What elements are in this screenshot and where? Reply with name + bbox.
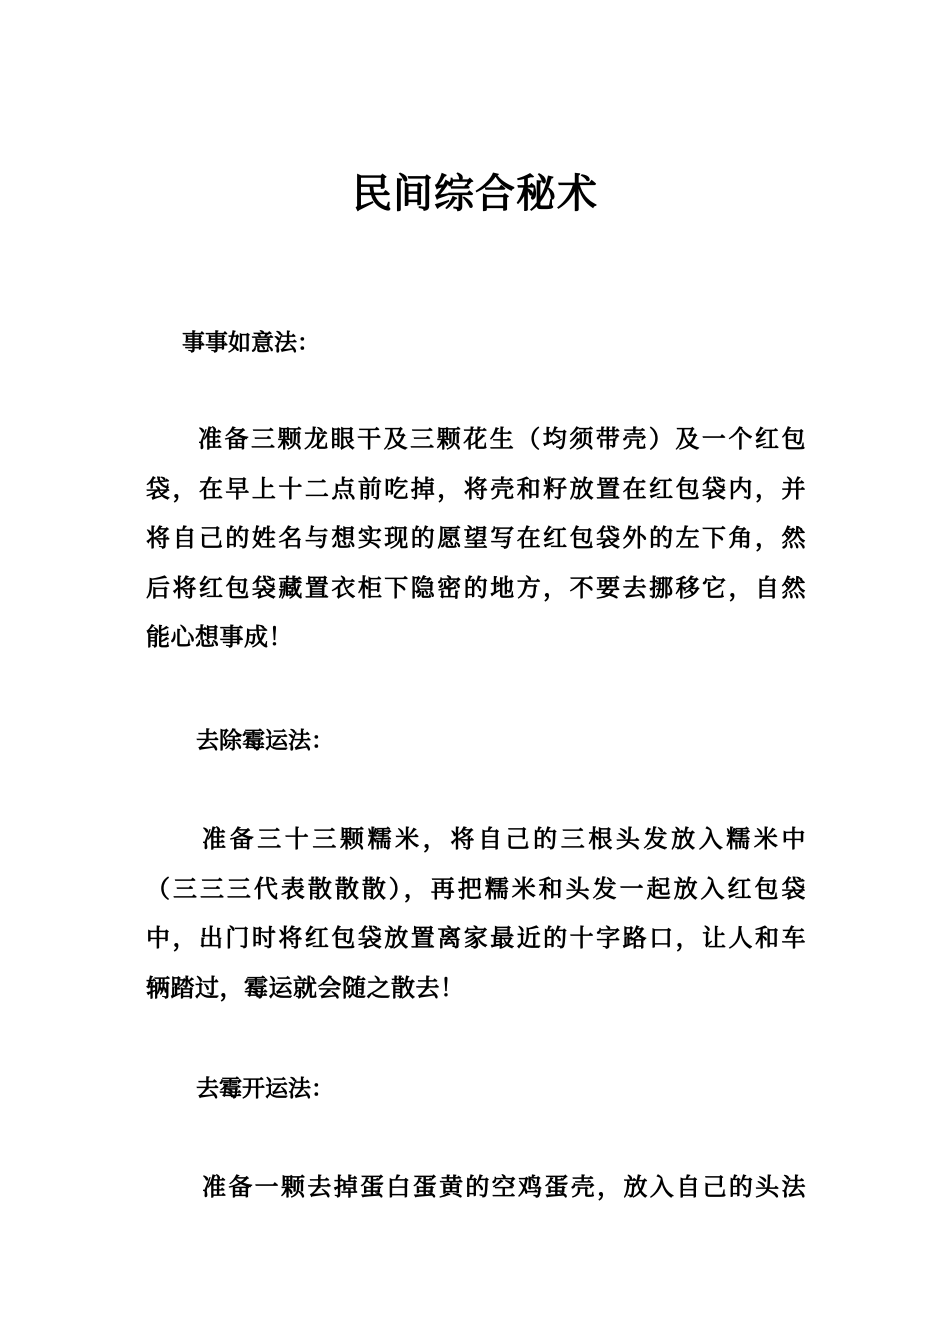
- paragraph-line: 准备一颗去掉蛋白蛋黄的空鸡蛋壳，放入自己的头法: [202, 1172, 806, 1201]
- paragraph-line: 将自己的姓名与想实现的愿望写在红包袋外的左下角，然: [146, 523, 806, 552]
- paragraph-line: 后将红包袋藏置衣柜下隐密的地方，不要去挪移它，自然: [146, 572, 806, 602]
- section-paragraph-3: [146, 1162, 806, 1212]
- paragraph-line: 中，出门时将红包袋放置离家最近的十字路口，让人和车: [146, 923, 806, 952]
- document-title: 民间综合秘术: [352, 170, 598, 217]
- section-paragraph-2: [146, 814, 806, 1012]
- paragraph-line: 辆踏过，霉运就会随之散去！: [146, 972, 465, 1002]
- section-heading-3: 去霉开运法：: [196, 1075, 334, 1102]
- section-heading-2: 去除霉运法：: [196, 727, 334, 754]
- section-paragraph-1: [146, 414, 806, 662]
- paragraph-line: （三三三代表散散散），再把糯米和头发一起放入红包袋: [146, 873, 806, 903]
- paragraph-line: 能心想事成！: [146, 622, 293, 651]
- section-heading-1: 事事如意法：: [182, 329, 320, 356]
- paragraph-line: 袋，在早上十二点前吃掉，将壳和籽放置在红包袋内，并: [146, 473, 806, 503]
- paragraph-line: 准备三十三颗糯米，将自己的三根头发放入糯米中: [202, 824, 806, 853]
- paragraph-line: 准备三颗龙眼干及三颗花生（均须带壳）及一个红包: [198, 424, 806, 453]
